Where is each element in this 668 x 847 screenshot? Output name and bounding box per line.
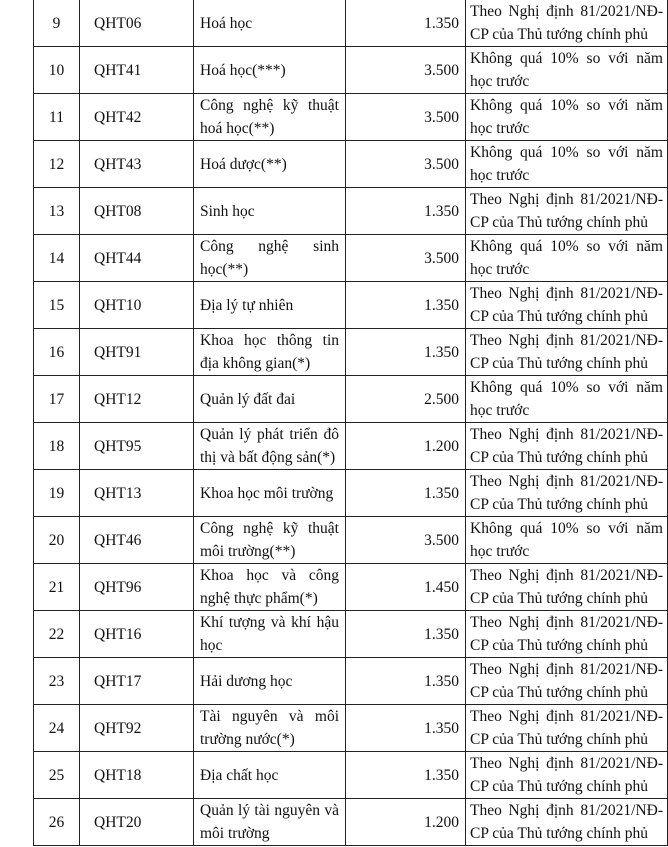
row-number-cell: 23 xyxy=(34,658,80,705)
program-name-cell: Công nghệ kỹ thuật môi trường(**) xyxy=(194,517,346,564)
table-row xyxy=(34,329,668,376)
table-row xyxy=(34,282,668,329)
tuition-fee-cell: 1.350 xyxy=(346,658,466,705)
row-number-cell: 20 xyxy=(34,517,80,564)
note-cell: Không quá 10% so với năm học trước xyxy=(466,141,668,188)
tuition-fee-cell: 3.500 xyxy=(346,47,466,94)
program-code-cell: QHT95 xyxy=(80,423,194,470)
program-code-cell: QHT10 xyxy=(80,282,194,329)
row-number-cell: 21 xyxy=(34,564,80,611)
program-name-cell: Hải dương học xyxy=(194,658,346,705)
row-number-cell: 15 xyxy=(34,282,80,329)
program-code-cell: QHT92 xyxy=(80,705,194,752)
program-code-cell: QHT17 xyxy=(80,658,194,705)
tuition-fee-cell: 1.350 xyxy=(346,0,466,47)
program-name-cell: Hoá học(***) xyxy=(194,47,346,94)
row-number-cell: 14 xyxy=(34,235,80,282)
document-page xyxy=(33,0,668,846)
note-cell: Theo Nghị định 81/2021/NĐ-CP của Thủ tướng chính phủ xyxy=(466,564,668,611)
program-code-cell: QHT16 xyxy=(80,611,194,658)
table-row xyxy=(34,235,668,282)
table-row xyxy=(34,94,668,141)
program-name-cell: Hoá dược(**) xyxy=(194,141,346,188)
tuition-fee-cell: 1.350 xyxy=(346,752,466,799)
program-name-cell: Sinh học xyxy=(194,188,346,235)
table-row xyxy=(34,376,668,423)
note-cell: Theo Nghị định 81/2021/NĐ-CP của Thủ tướng chính phủ xyxy=(466,658,668,705)
program-name-cell: Quản lý phát triển đô thị và bất động sản(*) xyxy=(194,423,346,470)
row-number-cell: 10 xyxy=(34,47,80,94)
table-body xyxy=(34,0,668,846)
program-name-cell: Khoa học thông tin địa không gian(*) xyxy=(194,329,346,376)
program-code-cell: QHT42 xyxy=(80,94,194,141)
table-row xyxy=(34,658,668,705)
note-cell: Theo Nghị định 81/2021/NĐ-CP của Thủ tướng chính phủ xyxy=(466,282,668,329)
tuition-fee-cell: 1.350 xyxy=(346,705,466,752)
program-code-cell: QHT91 xyxy=(80,329,194,376)
note-cell: Theo Nghị định 81/2021/NĐ-CP của Thủ tướng chính phủ xyxy=(466,470,668,517)
tuition-fee-cell: 1.200 xyxy=(346,799,466,846)
tuition-fee-cell: 3.500 xyxy=(346,94,466,141)
program-name-cell: Địa chất học xyxy=(194,752,346,799)
table-row xyxy=(34,470,668,517)
program-code-cell: QHT08 xyxy=(80,188,194,235)
program-name-cell: Tài nguyên và môi trường nước(*) xyxy=(194,705,346,752)
table-row xyxy=(34,0,668,47)
table-row xyxy=(34,705,668,752)
tuition-fee-cell: 1.200 xyxy=(346,423,466,470)
row-number-cell: 13 xyxy=(34,188,80,235)
row-number-cell: 26 xyxy=(34,799,80,846)
tuition-fee-cell: 2.500 xyxy=(346,376,466,423)
tuition-fee-cell: 1.450 xyxy=(346,564,466,611)
row-number-cell: 18 xyxy=(34,423,80,470)
table-row xyxy=(34,611,668,658)
table-row xyxy=(34,799,668,846)
row-number-cell: 17 xyxy=(34,376,80,423)
program-code-cell: QHT46 xyxy=(80,517,194,564)
table-row xyxy=(34,188,668,235)
note-cell: Không quá 10% so với năm học trước xyxy=(466,94,668,141)
program-name-cell: Khí tượng và khí hậu học xyxy=(194,611,346,658)
program-name-cell: Công nghệ sinh học(**) xyxy=(194,235,346,282)
program-name-cell: Quản lý tài nguyên và môi trường xyxy=(194,799,346,846)
note-cell: Không quá 10% so với năm học trước xyxy=(466,47,668,94)
table-row xyxy=(34,564,668,611)
program-code-cell: QHT41 xyxy=(80,47,194,94)
tuition-fee-cell: 3.500 xyxy=(346,517,466,564)
note-cell: Theo Nghị định 81/2021/NĐ-CP của Thủ tướng chính phủ xyxy=(466,799,668,846)
row-number-cell: 22 xyxy=(34,611,80,658)
tuition-fee-cell: 1.350 xyxy=(346,188,466,235)
note-cell: Không quá 10% so với năm học trước xyxy=(466,517,668,564)
program-name-cell: Khoa học môi trường xyxy=(194,470,346,517)
tuition-fee-cell: 1.350 xyxy=(346,470,466,517)
program-name-cell: Hoá học xyxy=(194,0,346,47)
program-code-cell: QHT96 xyxy=(80,564,194,611)
note-cell: Theo Nghị định 81/2021/NĐ-CP của Thủ tướng chính phủ xyxy=(466,0,668,47)
tuition-fee-cell: 1.350 xyxy=(346,329,466,376)
program-code-cell: QHT12 xyxy=(80,376,194,423)
row-number-cell: 19 xyxy=(34,470,80,517)
row-number-cell: 25 xyxy=(34,752,80,799)
program-name-cell: Địa lý tự nhiên xyxy=(194,282,346,329)
tuition-table xyxy=(33,0,668,846)
program-name-cell: Khoa học và công nghệ thực phẩm(*) xyxy=(194,564,346,611)
note-cell: Theo Nghị định 81/2021/NĐ-CP của Thủ tướng chính phủ xyxy=(466,752,668,799)
row-number-cell: 12 xyxy=(34,141,80,188)
tuition-fee-cell: 1.350 xyxy=(346,611,466,658)
note-cell: Không quá 10% so với năm học trước xyxy=(466,235,668,282)
note-cell: Theo Nghị định 81/2021/NĐ-CP của Thủ tướng chính phủ xyxy=(466,329,668,376)
table-row xyxy=(34,141,668,188)
table-row xyxy=(34,423,668,470)
table-row xyxy=(34,517,668,564)
note-cell: Không quá 10% so với năm học trước xyxy=(466,376,668,423)
table-row xyxy=(34,752,668,799)
program-code-cell: QHT20 xyxy=(80,799,194,846)
tuition-fee-cell: 3.500 xyxy=(346,141,466,188)
row-number-cell: 9 xyxy=(34,0,80,47)
program-code-cell: QHT06 xyxy=(80,0,194,47)
note-cell: Theo Nghị định 81/2021/NĐ-CP của Thủ tướng chính phủ xyxy=(466,611,668,658)
program-code-cell: QHT18 xyxy=(80,752,194,799)
row-number-cell: 16 xyxy=(34,329,80,376)
note-cell: Theo Nghị định 81/2021/NĐ-CP của Thủ tướng chính phủ xyxy=(466,705,668,752)
program-code-cell: QHT44 xyxy=(80,235,194,282)
program-name-cell: Quản lý đất đai xyxy=(194,376,346,423)
row-number-cell: 24 xyxy=(34,705,80,752)
program-code-cell: QHT13 xyxy=(80,470,194,517)
tuition-fee-cell: 1.350 xyxy=(346,282,466,329)
row-number-cell: 11 xyxy=(34,94,80,141)
note-cell: Theo Nghị định 81/2021/NĐ-CP của Thủ tướng chính phủ xyxy=(466,188,668,235)
table-row xyxy=(34,47,668,94)
note-cell: Theo Nghị định 81/2021/NĐ-CP của Thủ tướng chính phủ xyxy=(466,423,668,470)
program-code-cell: QHT43 xyxy=(80,141,194,188)
tuition-fee-cell: 3.500 xyxy=(346,235,466,282)
program-name-cell: Công nghệ kỹ thuật hoá học(**) xyxy=(194,94,346,141)
